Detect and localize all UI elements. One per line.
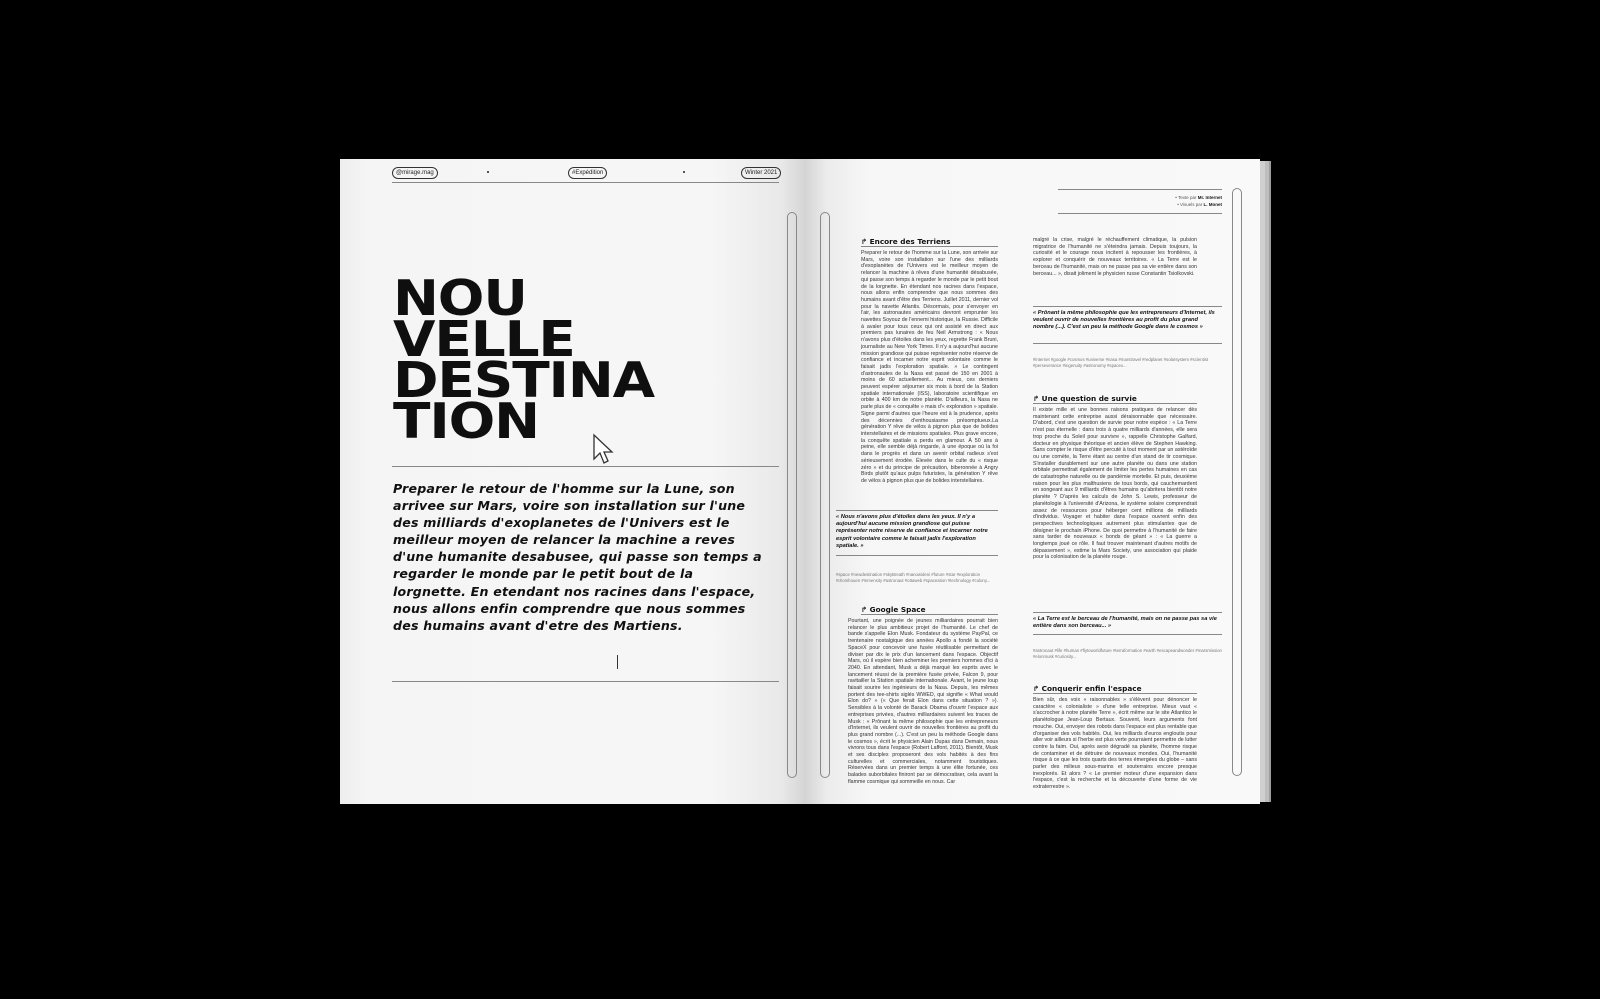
article-column: Pourtant, une poignée de jeunes milliardaires pourrait bien relancer le plus ambitieux projet de l'humanité. Le chef de bande s'appelle Elon Musk. Fondateur du système PayPal, ce trentenaire nostalgique des années Apollo a fondé la société SpaceX pour concevoir une fusée réutilisable permettant de diviser par dix le prix d'un lancement dans l'espace. Objectif Mars, où il espère bien acheminer les premiers hommes d'ici à 2040. En attendant, Musk a déjà marqué les esprits avec le lancement réussi de la première fusée privée, Falcon 9, pour ravitailler la Station spatiale internationale. Avant, le jeune loup faisait sourire les ingénieurs de la Nasa. Depuis, les mêmes portent des tee-shirts siglés WWED, qui signifie « What would Elon do? » (« Que ferait Elon dans cette situation ? »). Sensibles à la volonté de Barack Obama d'ouvrir l'espace aux entreprises privées, d'autres milliardaires suivent les traces de Musk : « Prônant la même philosophie que les entrepreneurs d'Internet, ils veulent ouvrir de nouvelles frontières au profit du plus grand nombre (...). C'est un peu la méthode Google dans le cosmos », écrit le physicien Alain Dupas dans Demain, nous vivrons tous dans l'espace (Robert Laffont, 2011). Bientôt, Musk et ses disciples proposeront des vols habités à des fins culturelles et commerciales, notamment touristiques. Réservées dans un premier temps à une élite fortunée, ces balades suborbitales finiront par se démocratiser, cela avant la flamme cosmique qui sommeille en nous. Car bbox=[848, 618, 998, 785]
section-rule bbox=[1033, 693, 1197, 694]
headline-rule bbox=[392, 466, 779, 467]
article-column: Preparer le retour de l'homme sur la Lune, son arrivée sur Mars, voire son installation sur l'une des milliards d'exoplanètes de l'Univers est le meilleur moyen de relancer la machine à rêves d'une humanité désabusée, qui passe son temps à regarder le monde par le petit bout de la lorgnette. En étendant nos racines dans l'espace, nous allons enfin comprendre que nous sommes des humains avant d'être des Terriens. Juillet 2011, dernier vol pour la navette Atlantis. Désormais, pour s'envoyer en l'air, les astronautes américains devront emprunter les navettes Soyouz de l'ennemi historique, la Russie. Difficile à avaler pour tous ceux qui ont assisté en direct aux premiers pas lunaires de feu Neil Armstrong : « Nous n'avons plus d'étoiles dans les yeux, regrette Frank Bruni, journaliste au New York Times. Il n'y a aujourd'hui aucune mission grandiose qui puisse représenter notre réserve de confiance et incarner notre esprit volontaire comme le faisait jadis l'exploration spatiale. » Le contingent d'astronautes de la Nasa est passé de 150 en 2001 à moins de 60 actuellement... Au mieux, ces derniers peuvent espérer séjourner six mois à bord de la Station spatiale internationale (ISS), laboratoire scientifique en orbite à 400 km de notre planète. D'ailleurs, la Nasa ne parle plus de « conquête » mais d'« exploration » spatiale. Signe parmi d'autres que l'heure est à la prudence, après des décennies d'enthousiasme présomptueux.La génération Y rêve de vélos à pignon plus que de bolides interstellaires et de missions spatiales. Plus grave encore, la conquête spatiale a perdu en glamour. À 50 ans à peine, elle semble déjà ringarde, à une époque où la foi dans le progrès et dans un avenir orbital radieux s'est sérieusement érodée. Élevée dans le culte du « risque zéro » et du principe de précaution, biberonnée à Angry Birds plutôt qu'aux pulps futuristes, la génération Y rêve de vélos à pignon plus que de bolides interstellaires. bbox=[861, 250, 998, 484]
header-dot bbox=[683, 171, 685, 173]
section-title: ↱ Conquerir enfin l'espace bbox=[1033, 684, 1142, 693]
hashtags: #astronaut #life #human #flytoworldfuture #terraformation #earth #escapeandwonder #marsmission #elonmusk #curiosity... bbox=[1033, 648, 1222, 659]
hashtags: #space #newdestination #skyBreath #nanowideni #future #star #exploration #dromhouen #mmensity #astronaut #ottaweb #spaceation #technology #colony... bbox=[836, 572, 991, 583]
quote-rule bbox=[836, 555, 998, 556]
credit-label: • Texte par bbox=[1175, 195, 1197, 200]
cursor-pointer-icon bbox=[592, 433, 618, 467]
credits bbox=[1120, 194, 1222, 208]
section-title: ↱ Une question de survie bbox=[1033, 394, 1137, 403]
pull-quote: « Prônant la même philosophie que les entrepreneurs d'Internet, ils veulent ouvrir de nouvelles frontières au profit du plus grand nombre (...). C'est un peu la méthode Google dans le cosmos » bbox=[1033, 310, 1215, 331]
page-edge bbox=[1269, 161, 1271, 802]
credit-author: Mr. Internet bbox=[1197, 195, 1222, 200]
section-title: ↱ Google Space bbox=[861, 605, 926, 614]
pull-quote: « Nous n'avons plus d'étoiles dans les yeux. Il n'y a aujourd'hui aucune mission grandiose qui puisse représenter notre réserve de confiance et incarner notre esprit volontaire comme le faisait jadis l'exploration spatiale. » bbox=[836, 514, 988, 549]
quote-rule bbox=[1033, 343, 1222, 344]
left-page-rail bbox=[787, 212, 797, 778]
quote-rule bbox=[1033, 634, 1222, 635]
headline-line: NOU bbox=[393, 270, 527, 327]
lead-paragraph: Preparer le retour de l'homme sur la Lune, son arrivee sur Mars, voire son installation sur l'une des milliards d'exoplanetes de l'Univers est le meilleur moyen de relancer la machine a reves d'une humanite desabusee, qui passe son temps a regarder le monde par le petit bout de la lorgnette. En etendant nos racines dans l'espace, nous allons enfin comprendre que nous sommes des humains avant d'etre des Martiens. bbox=[393, 481, 762, 633]
headline-line: VELLE bbox=[393, 311, 575, 368]
section-rule bbox=[861, 246, 998, 247]
right-page-rail-right bbox=[1232, 188, 1242, 776]
article-column: Il existe mille et une bonnes raisons pratiques de relancer dès maintenant cette entreprise aussi déraisonnable que nécessaire. D'abord, c'est une question de survie pour notre espèce : « La Terre n'est pas éternelle : dans trois à quatre milliards d'années, elle sera trop proche du Soleil pour survivre », rappelle Christophe Galfard, docteur en physique théorique et ancien élève de Stephen Hawking. Sans compter le risque d'être percuté à tout moment par un astéroïde ou une comète, la Terre étant au centre d'un stand de tir cosmique. S'installer durablement sur une autre planète ou dans une station orbitale permettrait également de limiter les pertes humaines en cas de catastrophe naturelle ou de pandémie mortelle. Et puis, deuxième raison pour les plus malthusiens de tous bords, qui cauchemardent en songeant aux 9 milliards d'êtres humains qu'abritera bientôt notre planète ? D'après les calculs de John S. Lewis, professeur de planétologie à l'université d'Arizona, le système solaire comprendrait assez de ressources pour héberger cent millions de milliards d'individus. Voyager et habiter dans l'espace ouvrent enfin des perspectives technologiques autrement plus stimulantes que de désigner le prochain iPhone. De quoi permettre à l'humanité de faire sans tarder de nouveaux « bonds de géant » : « La guerre a longtemps joué ce rôle. Il faut trouver maintenant d'autres motifs de dépassement », estime la Mars Society, une association qui plaide pour la colonisation de la planète rouge. bbox=[1033, 407, 1197, 561]
pull-quote: « La Terre est le berceau de l'humanité, mais on ne passe pas sa vie entière dans son berceau... » bbox=[1033, 616, 1217, 630]
section-rule bbox=[861, 614, 998, 615]
issue-pill: Winter 2021 bbox=[741, 167, 781, 179]
credits-rule bbox=[1058, 213, 1222, 214]
article-column: malgré la crise, malgré le réchauffement climatique, la pulsion migratrice de l'humanité ne s'éteindra jamais. Depuis toujours, la curiosité et le courage nous incitent à repousser les frontières, à explorer et conquérir de nouveaux territoires. « La Terre est le berceau de l'humanité, mais on ne passe pas sa vie entière dans son berceau... », disait joliment le physicien russe Constantin Tsiolkovski. bbox=[1033, 237, 1197, 277]
quote-rule bbox=[836, 510, 998, 511]
article-column: Bien sûr, des voix « raisonnables » s'élèvent pour dénoncer le caractère « colonialiste » d'une telle entreprise. Mieux vaut « s'accrocher à notre planète Terre », écrit même sur le site Atlantico le planétologue Jean-Loup Bertaux. Souvent, leurs arguments font mouche. Oui, envoyer des robots dans l'espace est plus rentable que d'organiser des vols habités. Oui, les milliards d'euros engloutis pour aller voir ailleurs si l'herbe est plus verte pourraient permettre de lutter contre la faim. Oui, après avoir dégradé sa planète, l'homme risque de contaminer et de détruire de nouveaux mondes. Oui, l'humanité risque à ce que les trois quarts des terres émergées du globe – sans parler des milieux sous-marins et souterrains encore presque inexplorés. Et alors ? « Le premier moteur d'une expansion dans l'espace, c'est la recherche et la découverte d'une forme de vie extraterrestre ». bbox=[1033, 697, 1197, 791]
credit-author: L. Monet bbox=[1203, 202, 1222, 207]
headline-line: DESTINA bbox=[393, 352, 654, 409]
section-rule bbox=[1033, 403, 1197, 404]
headline bbox=[393, 270, 654, 450]
section-pill: #Expédition bbox=[568, 167, 607, 179]
credits-rule bbox=[1058, 189, 1222, 190]
handle-pill: @mirage.mag bbox=[392, 167, 438, 179]
credit-label: • Visuels par bbox=[1177, 202, 1203, 207]
quote-rule bbox=[1033, 612, 1222, 613]
text-caret bbox=[617, 655, 618, 669]
header-dot bbox=[487, 171, 489, 173]
quote-rule bbox=[1033, 306, 1222, 307]
header-rule bbox=[392, 182, 779, 183]
lead-rule bbox=[392, 681, 779, 682]
headline-line: TION bbox=[393, 393, 539, 450]
hashtags: #internet #google #cosmos #universe #nasa #marstravel #redplanet #solarsystem #scientist #perseverance #ingenuity #astronomy #spacex... bbox=[1033, 357, 1209, 368]
right-page-rail-left bbox=[820, 212, 830, 778]
section-title: ↱ Encore des Terriens bbox=[861, 237, 951, 246]
